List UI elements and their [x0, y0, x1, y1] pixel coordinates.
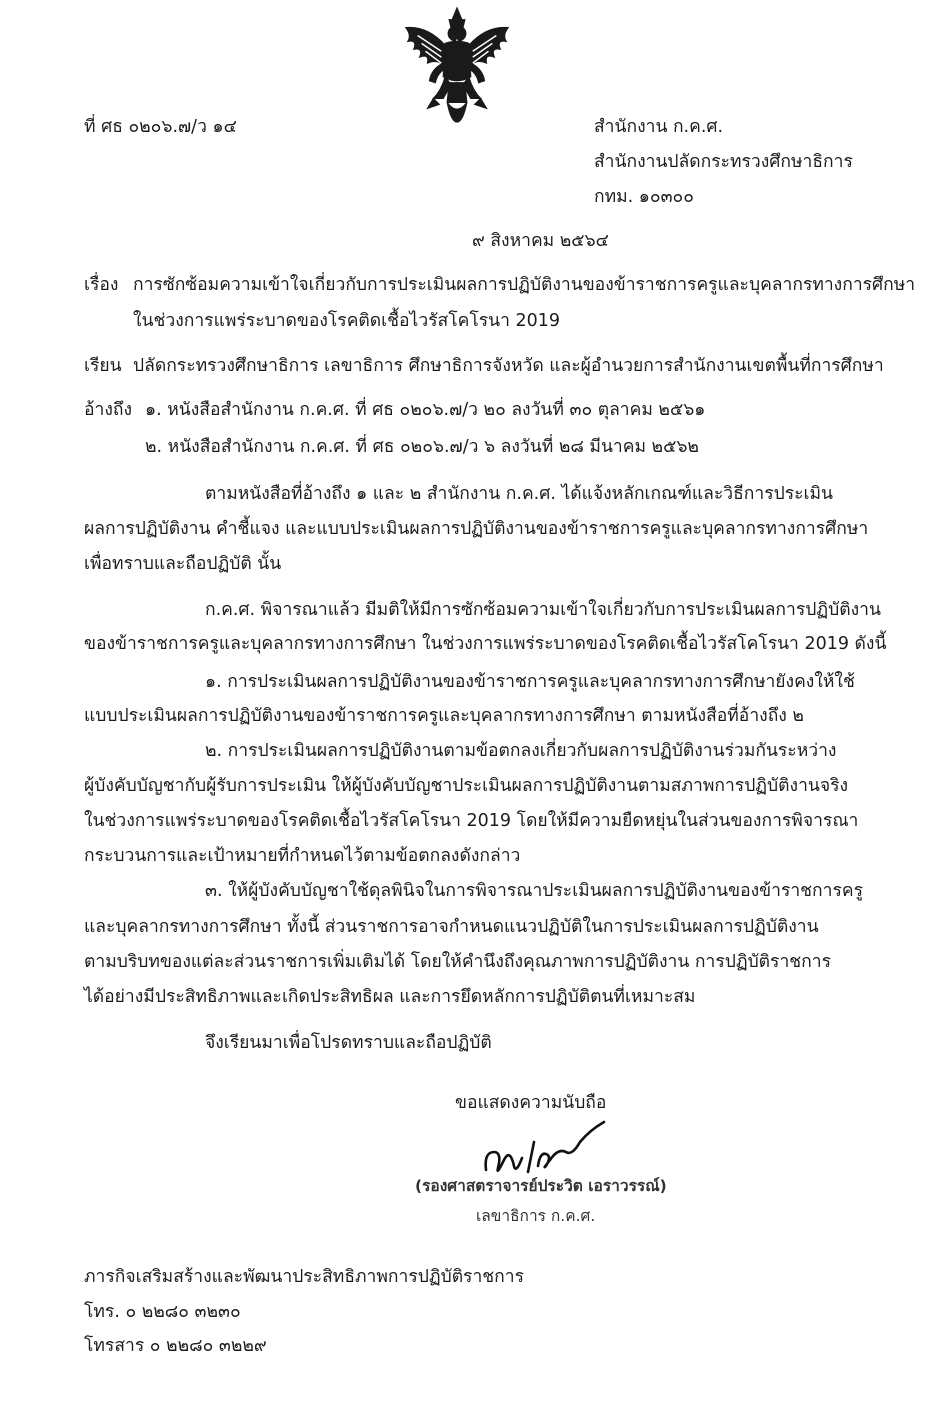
- para1-line-1: ตามหนังสือที่อ้างถึง ๑ และ ๒ สำนักงาน ก.ค.ศ. ได้แจ้งหลักเกณฑ์และวิธีการประเมิน: [205, 484, 834, 504]
- document-number: ที่ ศธ ๐๒๐๖.๗/ว ๑๔: [84, 117, 237, 137]
- item2-line-1: ๒. การประเมินผลการปฏิบัติงานตามข้อตกลงเกี่ยวกับผลการปฏิบัติงานร่วมกันระหว่าง: [205, 741, 837, 761]
- office-line-2: สำนักงานปลัดกระทรวงศึกษาธิการ: [594, 152, 853, 172]
- signatory-title: เลขาธิการ ก.ค.ศ.: [476, 1207, 596, 1225]
- item3-line-1: ๓. ให้ผู้บังคับบัญชาใช้ดุลพินิจในการพิจารณาประเมินผลการปฏิบัติงานของข้าราชการครู: [205, 881, 863, 901]
- letter-date: ๙ สิงหาคม ๒๕๖๔: [472, 231, 609, 251]
- handwritten-signature: [480, 1112, 608, 1184]
- item2-line-4: กระบวนการและเป้าหมายที่กำหนดไว้ตามข้อตกลงดังกล่าว: [84, 846, 521, 866]
- para1-line-3: เพื่อทราบและถือปฏิบัติ นั้น: [84, 554, 282, 574]
- footer-division: ภารกิจเสริมสร้างและพัฒนาประสิทธิภาพการปฏิบัติราชการ: [84, 1267, 524, 1287]
- reference-item-2: ๒. หนังสือสำนักงาน ก.ค.ศ. ที่ ศธ ๐๒๐๖.๗/ว ๖ ลงวันที่ ๒๘ มีนาคม ๒๕๖๒: [145, 437, 699, 457]
- item3-line-4: ได้อย่างมีประสิทธิภาพและเกิดประสิทธิผล และการยึดหลักการปฏิบัติตนที่เหมาะสม: [84, 987, 696, 1007]
- item1-line-1: ๑. การประเมินผลการปฏิบัติงานของข้าราชการครูและบุคลากรทางการศึกษายังคงให้ใช้: [205, 672, 855, 692]
- para2-line-1: ก.ค.ศ. พิจารณาแล้ว มีมติให้มีการซักซ้อมความเข้าใจเกี่ยวกับการประเมินผลการปฏิบัติงาน: [205, 600, 881, 620]
- subject-line-1: การซักซ้อมความเข้าใจเกี่ยวกับการประเมินผลการปฏิบัติงานของข้าราชการครูและบุคลากรทางการศึกษา: [133, 275, 916, 295]
- salutation: ขอแสดงความนับถือ: [455, 1093, 607, 1113]
- reference-item-1: ๑. หนังสือสำนักงาน ก.ค.ศ. ที่ ศธ ๐๒๐๖.๗/ว ๒๐ ลงวันที่ ๓๐ ตุลาคม ๒๕๖๑: [145, 400, 706, 420]
- footer-phone: โทร. ๐ ๒๒๘๐ ๓๒๓๐: [84, 1302, 241, 1322]
- garuda-emblem: [398, 6, 516, 124]
- item2-line-3: ในช่วงการแพร่ระบาดของโรคติดเชื้อไวรัสโคโรนา 2019 โดยให้มีความยืดหยุ่นในส่วนของการพิจารณา: [84, 811, 859, 831]
- item3-line-2: และบุคลากรทางการศึกษา ทั้งนี้ ส่วนราชการอาจกำหนดแนวปฏิบัติในการประเมินผลการปฏิบัติงาน: [84, 917, 819, 937]
- signatory-name: (รองศาสตราจารย์ประวิต เอราวรรณ์): [415, 1177, 667, 1195]
- to-text: ปลัดกระทรวงศึกษาธิการ เลขาธิการ ศึกษาธิการจังหวัด และผู้อำนวยการสำนักงานเขตพื้นที่การศึกษา: [133, 356, 884, 376]
- closing-line: จึงเรียนมาเพื่อโปรดทราบและถือปฏิบัติ: [205, 1033, 492, 1053]
- para1-line-2: ผลการปฏิบัติงาน คำชี้แจง และแบบประเมินผลการปฏิบัติงานของข้าราชการครูและบุคลากรทางการศึกษา: [84, 519, 869, 539]
- reference-label: อ้างถึง: [84, 400, 133, 420]
- office-line-1: สำนักงาน ก.ค.ศ.: [594, 117, 724, 137]
- to-label: เรียน: [84, 356, 122, 376]
- para2-line-2: ของข้าราชการครูและบุคลากรทางการศึกษา ในช่วงการแพร่ระบาดของโรคติดเชื้อไวรัสโคโรนา 2019 ดังนี้: [84, 634, 887, 654]
- office-line-3: กทม. ๑๐๓๐๐: [594, 187, 694, 207]
- footer-fax: โทรสาร ๐ ๒๒๘๐ ๓๒๒๙: [84, 1336, 267, 1356]
- item2-line-2: ผู้บังคับบัญชากับผู้รับการประเมิน ให้ผู้บังคับบัญชาประเมินผลการปฏิบัติงานตามสภาพการปฏิบัติงานจริง: [84, 776, 849, 796]
- item1-line-2: แบบประเมินผลการปฏิบัติงานของข้าราชการครูและบุคลากรทางการศึกษา ตามหนังสือที่อ้างถึง ๒: [84, 706, 804, 726]
- subject-line-2: ในช่วงการแพร่ระบาดของโรคติดเชื้อไวรัสโคโรนา 2019: [133, 311, 561, 331]
- subject-label: เรื่อง: [84, 275, 119, 295]
- item3-line-3: ตามบริบทของแต่ละส่วนราชการเพิ่มเติมได้ โดยให้คำนึงถึงคุณภาพการปฏิบัติงาน การปฏิบัติราชการ: [84, 952, 831, 972]
